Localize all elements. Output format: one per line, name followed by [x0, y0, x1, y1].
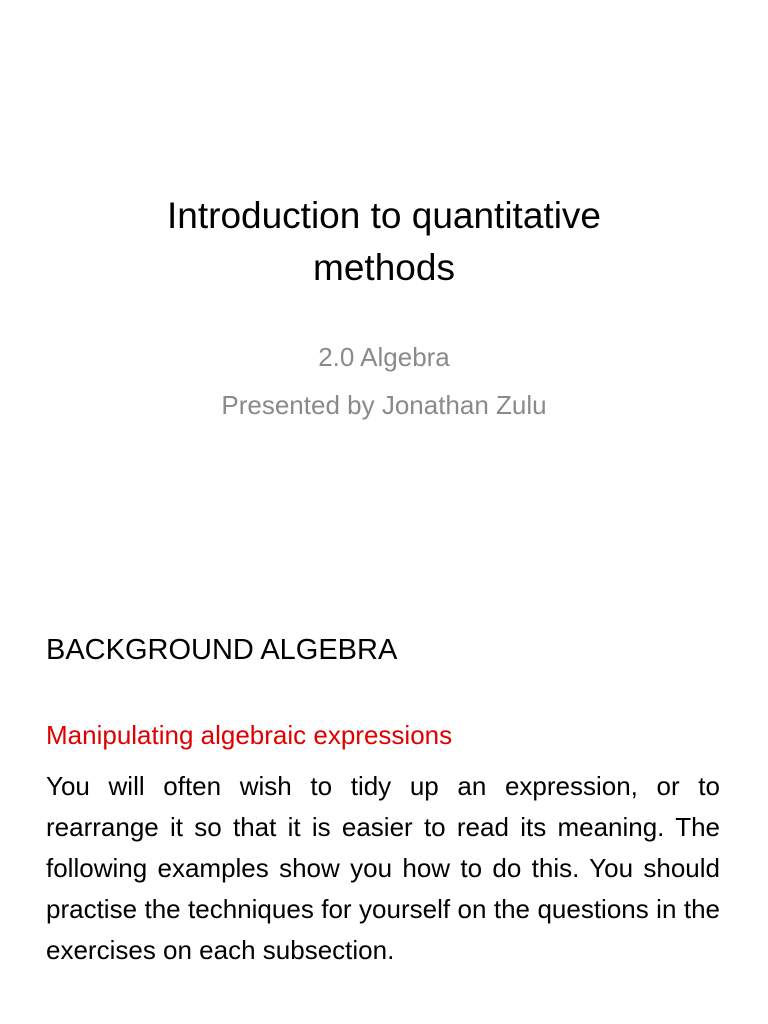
subtitle-topic: 2.0 Algebra — [318, 342, 450, 372]
slide-title — [60, 190, 708, 294]
body-paragraph: You will often wish to tidy up an expression, or to rearrange it so that it is easier to read its meaning. The following examples show you how to do this. You should practise the techniques for yourself on the questions in the exercises on each subsection. — [46, 771, 720, 965]
slide-subtitle — [60, 333, 708, 429]
subtitle-presenter: Presented by Jonathan Zulu — [221, 390, 547, 420]
section-heading: BACKGROUND ALGEBRA — [46, 634, 398, 666]
slide-title-line: methods — [313, 247, 455, 288]
slide-title-line: Introduction to quantitative — [166, 195, 601, 236]
content-slide — [0, 576, 768, 1024]
section-subheading: Manipulating algebraic expressions — [46, 720, 453, 750]
